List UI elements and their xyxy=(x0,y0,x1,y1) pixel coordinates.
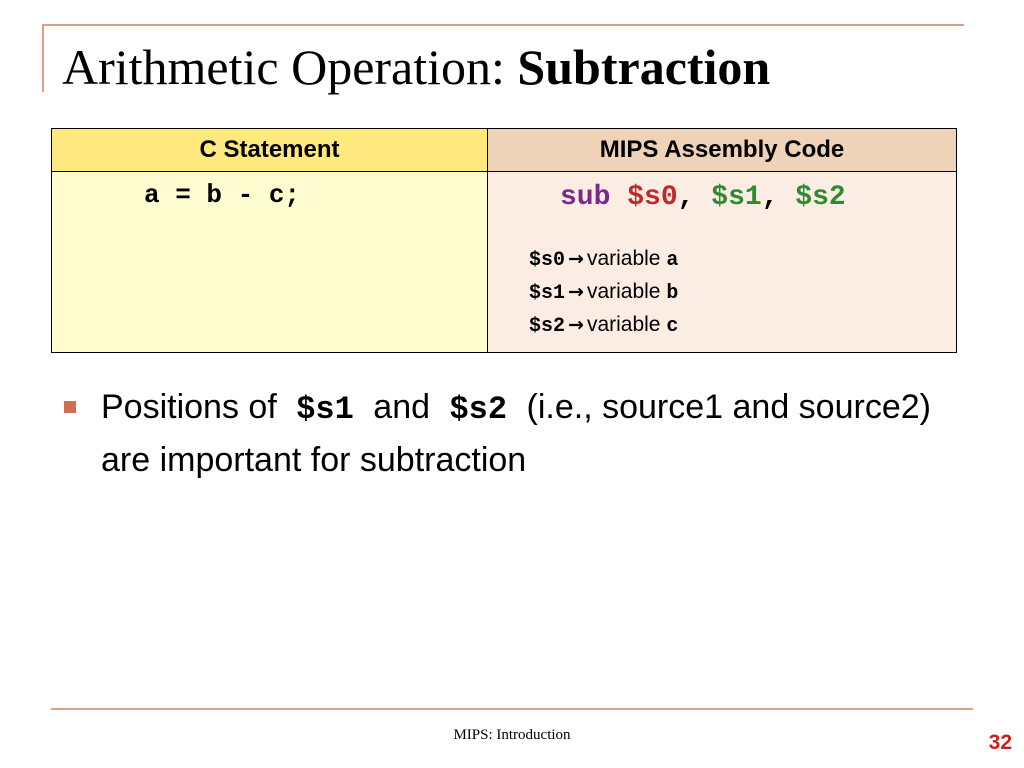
slide-title xyxy=(62,40,770,95)
c-statement-code: a = b - c; xyxy=(144,180,301,210)
slide-title-bold: Subtraction xyxy=(517,39,771,95)
page-number: 32 xyxy=(988,731,1012,754)
mips-opcode: sub xyxy=(560,182,611,213)
c-statement-cell xyxy=(52,172,488,353)
code-comparison-table xyxy=(51,128,957,353)
mapping-variable: a xyxy=(666,249,679,272)
mips-source1-register: $s1 xyxy=(711,182,762,213)
mips-code-header: MIPS Assembly Code xyxy=(488,129,957,172)
bullet-text-part: and xyxy=(373,388,431,426)
mapping-register: $s2 xyxy=(529,315,566,338)
mips-instruction xyxy=(560,182,956,213)
mapping-register: $s1 xyxy=(529,282,566,305)
register-mapping-list xyxy=(529,243,956,342)
bullet-text xyxy=(101,382,964,485)
register-mapping-row xyxy=(529,276,956,309)
bullet-register: $s1 xyxy=(296,391,354,428)
right-arrow-icon: → xyxy=(568,314,584,336)
mapping-variable: b xyxy=(666,282,679,305)
footer-divider xyxy=(51,708,973,710)
mapping-text: variable xyxy=(586,247,661,270)
bullet-text-part: Positions of xyxy=(101,388,277,426)
title-frame-left-line xyxy=(42,24,44,92)
mips-separator: , xyxy=(677,182,712,213)
mapping-text: variable xyxy=(586,313,661,336)
slide-title-regular: Arithmetic Operation: xyxy=(62,39,518,95)
c-statement-header: C Statement xyxy=(52,129,488,172)
register-mapping-row xyxy=(529,243,956,276)
mapping-text: variable xyxy=(586,280,661,303)
bullet-register: $s2 xyxy=(449,391,508,428)
bullet-text-part: (i.e., source1 and source2) are important for subtraction xyxy=(101,388,931,479)
mips-code-cell xyxy=(488,172,957,353)
mapping-register: $s0 xyxy=(529,249,566,272)
mips-separator: , xyxy=(761,182,796,213)
mapping-variable: c xyxy=(666,315,679,338)
square-bullet-icon xyxy=(64,401,76,413)
right-arrow-icon: → xyxy=(568,248,584,270)
table-header-row xyxy=(52,129,957,172)
right-arrow-icon: → xyxy=(568,281,584,303)
footer-text: MIPS: Introduction xyxy=(453,727,571,743)
title-frame-top-line xyxy=(42,24,964,26)
table-row xyxy=(52,172,957,353)
register-mapping-row xyxy=(529,309,956,342)
mips-source2-register: $s2 xyxy=(795,182,846,213)
mips-dest-register: $s0 xyxy=(627,182,678,213)
bullet-point xyxy=(64,382,964,485)
